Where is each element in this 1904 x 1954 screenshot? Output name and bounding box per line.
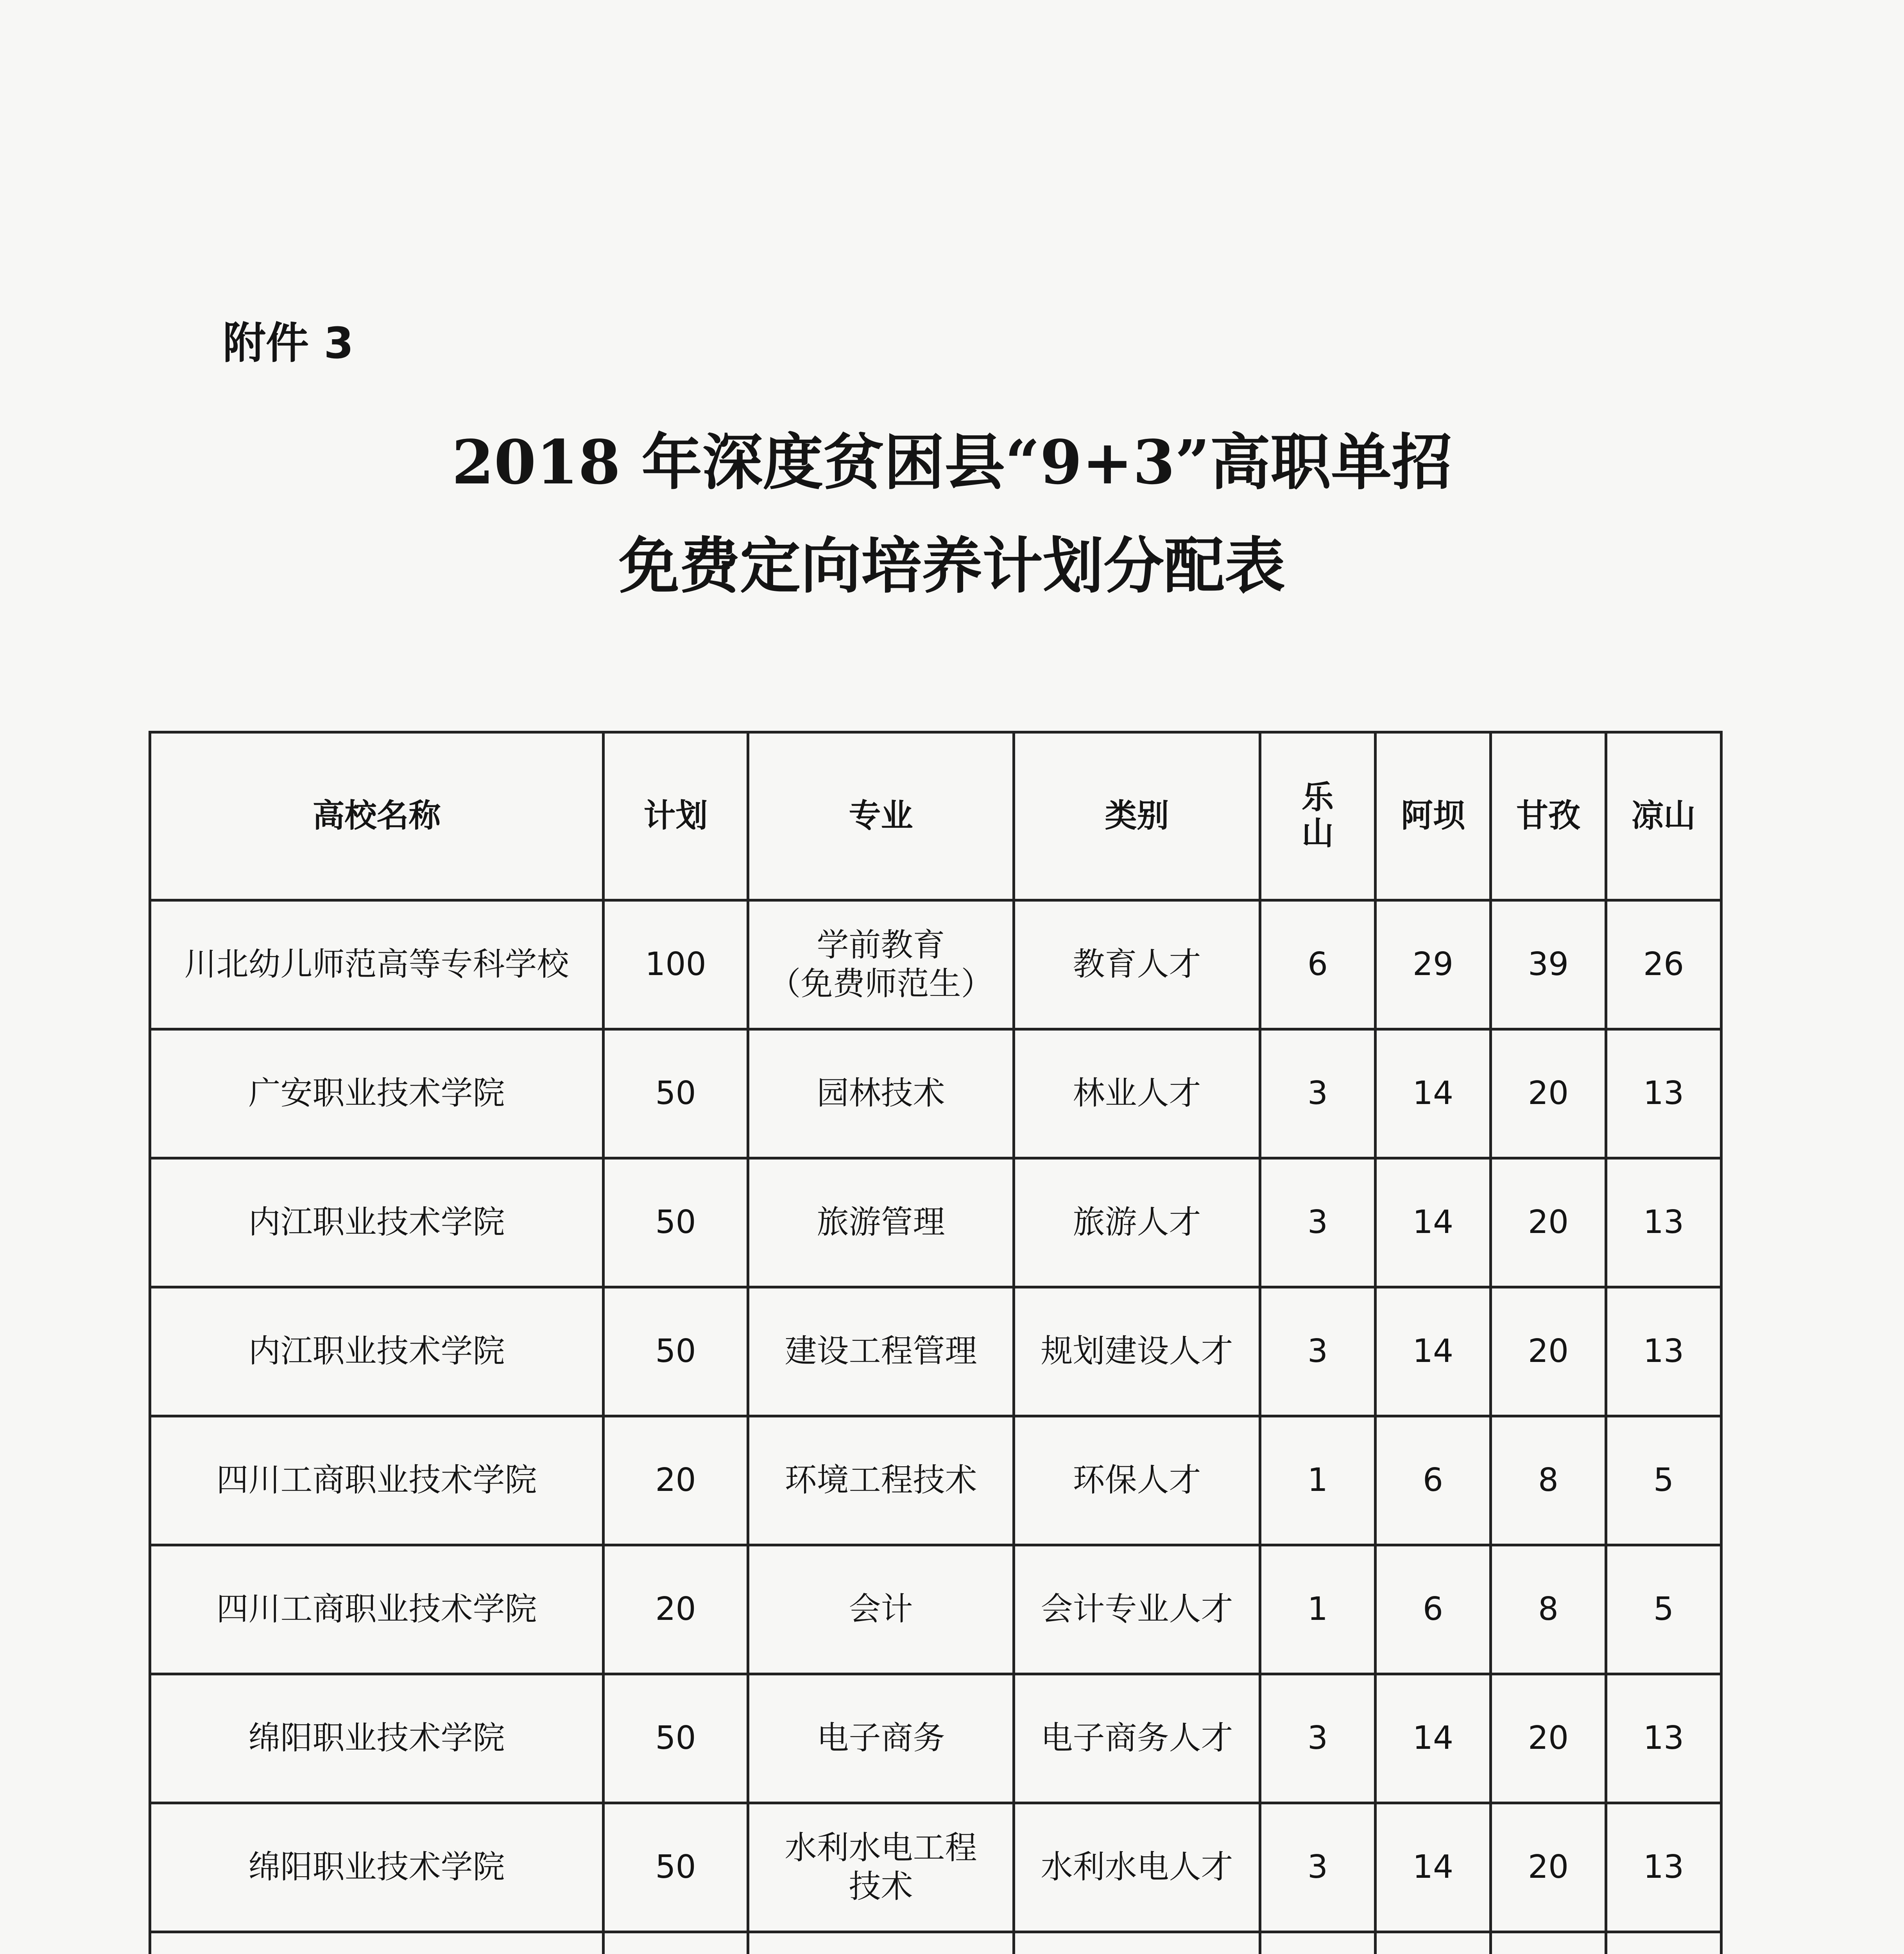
cell-aba: 14 (1376, 1674, 1491, 1803)
cell-plan: 50 (604, 1803, 748, 1932)
cell-category: 会计专业人才 (1014, 1545, 1260, 1674)
cell-liangshan: 26 (1606, 900, 1721, 1029)
cell-major (748, 1932, 1014, 1954)
cell-major: 园林技术 (748, 1029, 1014, 1158)
header-aba: 阿坝 (1376, 732, 1491, 900)
cell-school: 绵阳职业技术学院 (150, 1674, 604, 1803)
cell-liangshan: 13 (1606, 1029, 1721, 1158)
table-row (150, 1416, 1721, 1545)
cell-leshan: 1 (1260, 1545, 1376, 1674)
cell-leshan: 3 (1260, 1674, 1376, 1803)
cell-school: 广安职业技术学院 (150, 1029, 604, 1158)
cell-leshan: 3 (1260, 1158, 1376, 1287)
attachment-label: 附件 3 (223, 318, 354, 368)
cell-category: 林业人才 (1014, 1029, 1260, 1158)
cell-ganzi: 8 (1491, 1416, 1606, 1545)
cell-aba: 14 (1376, 1029, 1491, 1158)
cell-plan: 20 (604, 1416, 748, 1545)
cell-leshan: 3 (1260, 1803, 1376, 1932)
table-row (150, 1158, 1721, 1287)
cell-school: 内江职业技术学院 (150, 1287, 604, 1416)
cell-ganzi: 20 (1491, 1158, 1606, 1287)
cell-leshan: 3 (1260, 1287, 1376, 1416)
cell-plan: 50 (604, 1674, 748, 1803)
cell-major: 环境工程技术 (748, 1416, 1014, 1545)
header-leshan (1260, 732, 1376, 900)
cell-liangshan: 13 (1606, 1803, 1721, 1932)
header-ganzi: 甘孜 (1491, 732, 1606, 900)
cell-school: 四川工商职业技术学院 (150, 1545, 604, 1674)
cell-ganzi: 20 (1491, 1029, 1606, 1158)
allocation-table-container (149, 731, 1720, 1954)
cell-school (150, 1932, 604, 1954)
header-major: 专业 (748, 732, 1014, 900)
allocation-table (149, 731, 1723, 1954)
cell-major: 学前教育 （免费师范生） (748, 900, 1014, 1029)
cell-plan (604, 1932, 748, 1954)
cell-plan: 50 (604, 1158, 748, 1287)
cell-ganzi: 20 (1491, 1674, 1606, 1803)
cell-aba: 14 (1376, 1158, 1491, 1287)
cell-aba: 14 (1376, 1803, 1491, 1932)
cell-school: 四川工商职业技术学院 (150, 1416, 604, 1545)
cell-category: 环保人才 (1014, 1416, 1260, 1545)
cell-liangshan: 13 (1606, 1158, 1721, 1287)
cell-school: 绵阳职业技术学院 (150, 1803, 604, 1932)
cell-category (1014, 1932, 1260, 1954)
header-school: 高校名称 (150, 732, 604, 900)
cell-ganzi: 20 (1491, 1287, 1606, 1416)
cell-category: 电子商务人才 (1014, 1674, 1260, 1803)
cell-plan: 50 (604, 1029, 748, 1158)
cell-category: 规划建设人才 (1014, 1287, 1260, 1416)
cell-liangshan: 5 (1606, 1545, 1721, 1674)
table-header-row (150, 732, 1721, 900)
document-title-line-2: 免费定向培养计划分配表 (619, 530, 1285, 601)
cell-liangshan: 13 (1606, 1287, 1721, 1416)
header-liangshan: 凉山 (1606, 732, 1721, 900)
document-title-line-1: 2018 年深度贫困县“9+3”高职单招 (451, 426, 1453, 498)
cell-leshan (1260, 1932, 1376, 1954)
cell-ganzi: 8 (1491, 1545, 1606, 1674)
table-row (150, 1932, 1721, 1954)
table-body (150, 900, 1721, 1954)
cell-aba: 14 (1376, 1287, 1491, 1416)
header-plan: 计划 (604, 732, 748, 900)
table-row (150, 1674, 1721, 1803)
table-row (150, 1029, 1721, 1158)
cell-major: 建设工程管理 (748, 1287, 1014, 1416)
cell-plan: 100 (604, 900, 748, 1029)
cell-liangshan (1606, 1932, 1721, 1954)
cell-liangshan: 13 (1606, 1674, 1721, 1803)
cell-ganzi: 20 (1491, 1803, 1606, 1932)
cell-category: 教育人才 (1014, 900, 1260, 1029)
cell-aba: 6 (1376, 1416, 1491, 1545)
cell-major: 水利水电工程 技术 (748, 1803, 1014, 1932)
cell-ganzi: 39 (1491, 900, 1606, 1029)
cell-major: 电子商务 (748, 1674, 1014, 1803)
cell-plan: 50 (604, 1287, 748, 1416)
cell-aba: 29 (1376, 900, 1491, 1029)
cell-aba (1376, 1932, 1491, 1954)
cell-leshan: 6 (1260, 900, 1376, 1029)
table-row (150, 1287, 1721, 1416)
cell-major: 旅游管理 (748, 1158, 1014, 1287)
cell-school: 内江职业技术学院 (150, 1158, 604, 1287)
header-leshan-text: 乐山 (1301, 778, 1334, 852)
cell-ganzi (1491, 1932, 1606, 1954)
header-category: 类别 (1014, 732, 1260, 900)
table-row (150, 1545, 1721, 1674)
cell-category: 旅游人才 (1014, 1158, 1260, 1287)
cell-leshan: 1 (1260, 1416, 1376, 1545)
cell-major: 会计 (748, 1545, 1014, 1674)
cell-category: 水利水电人才 (1014, 1803, 1260, 1932)
cell-plan: 20 (604, 1545, 748, 1674)
cell-liangshan: 5 (1606, 1416, 1721, 1545)
cell-leshan: 3 (1260, 1029, 1376, 1158)
table-row (150, 900, 1721, 1029)
cell-aba: 6 (1376, 1545, 1491, 1674)
table-row (150, 1803, 1721, 1932)
cell-school: 川北幼儿师范高等专科学校 (150, 900, 604, 1029)
